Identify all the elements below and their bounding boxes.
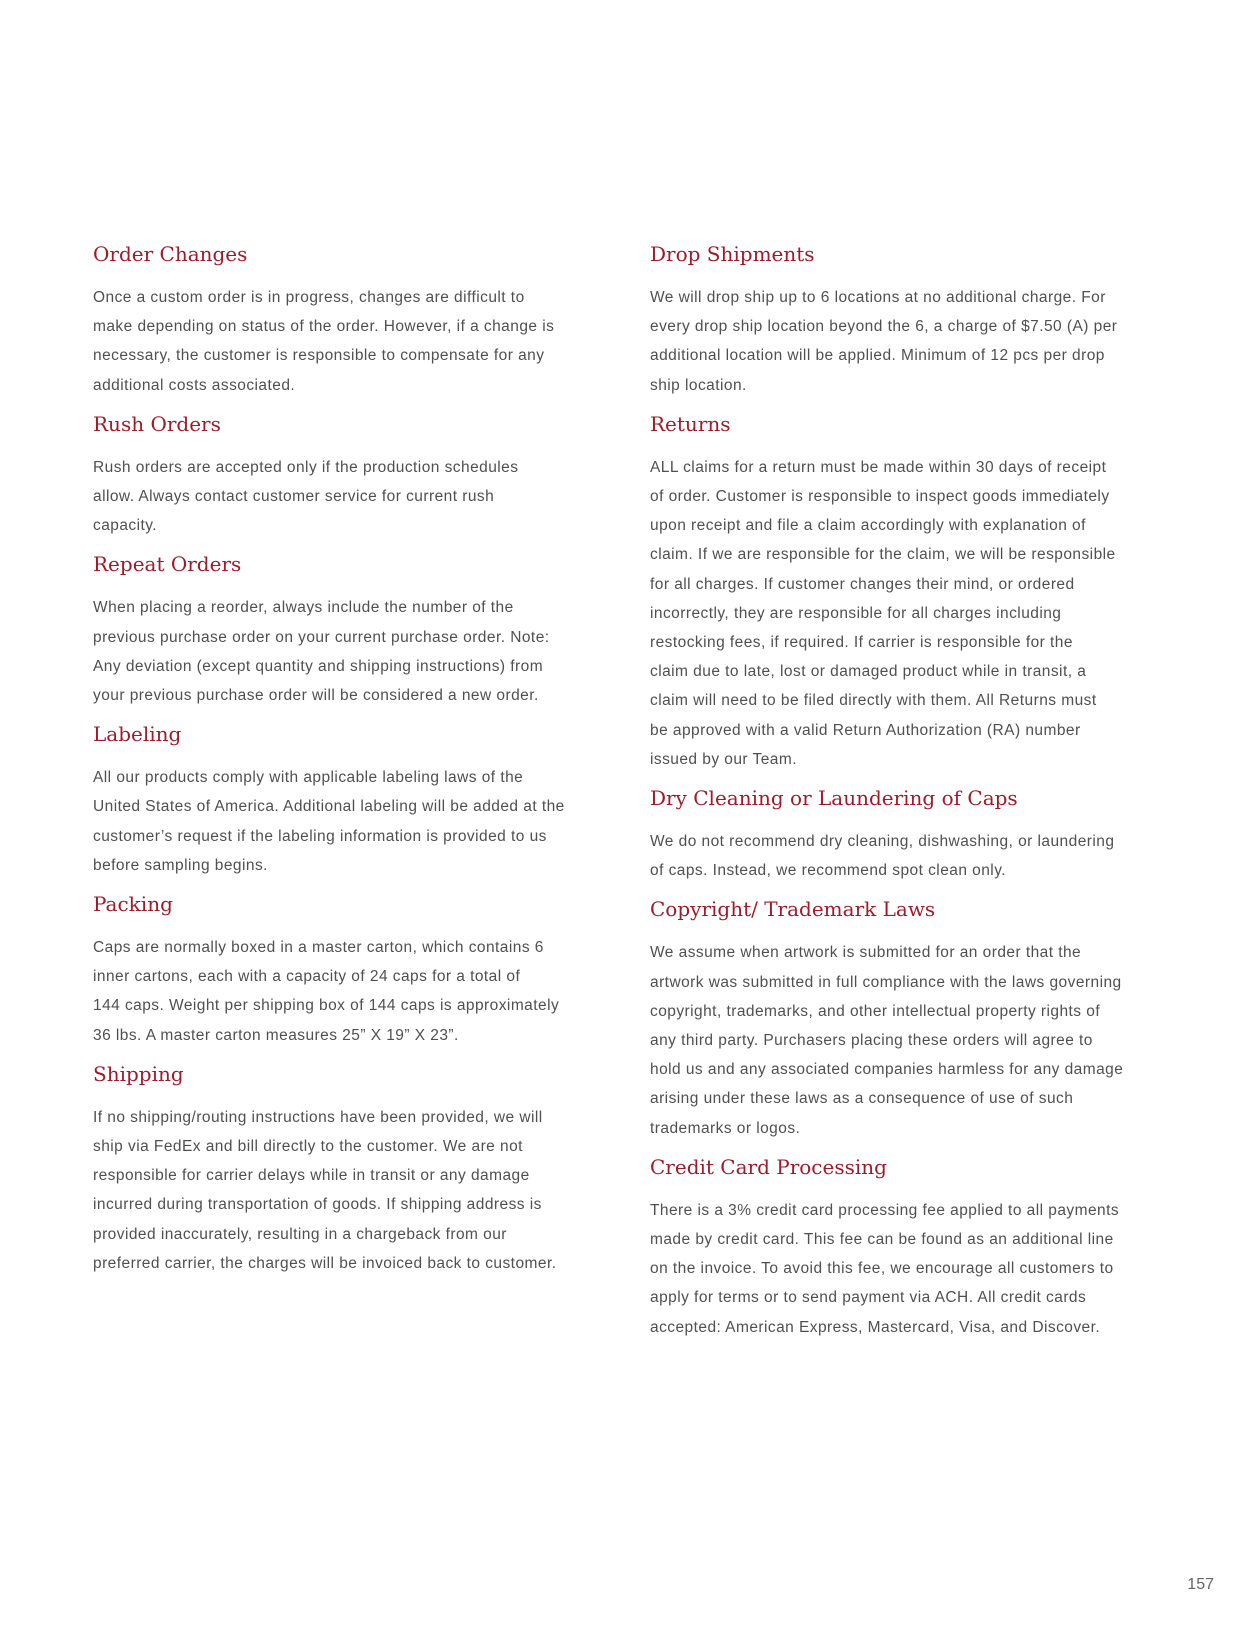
paragraph-line: If no shipping/routing instructions have been provided, we will <box>93 1108 543 1126</box>
section-paragraph <box>93 593 603 710</box>
paragraph-line: Any deviation (except quantity and shipping instructions) from <box>93 657 544 675</box>
paragraph-line: United States of America. Additional labeling will be added at the <box>93 798 565 816</box>
paragraph-line: every drop ship location beyond the 6, a charge of $7.50 (A) per <box>650 318 1118 336</box>
section-heading: Returns <box>650 411 731 436</box>
section-paragraph <box>650 938 1160 1142</box>
section-shipping <box>93 1060 603 1278</box>
paragraph-line: 144 caps. Weight per shipping box of 144 caps is approximately <box>93 997 560 1015</box>
section-heading: Labeling <box>93 722 182 747</box>
section-copyright-trademark-laws <box>650 895 1160 1142</box>
paragraph-line: ALL claims for a return must be made within 30 days of receipt <box>650 458 1107 476</box>
paragraph-line: ship location. <box>650 376 747 394</box>
paragraph-line: ship via FedEx and bill directly to the customer. We are not <box>93 1138 523 1156</box>
paragraph-line: make depending on status of the order. However, if a change is <box>93 318 555 336</box>
paragraph-line: Once a custom order is in progress, changes are difficult to <box>93 289 525 306</box>
paragraph-line: Rush orders are accepted only if the production schedules <box>93 458 519 476</box>
paragraph-line: claim. If we are responsible for the claim, we will be responsible <box>650 546 1116 564</box>
paragraph-line: responsible for carrier delays while in transit or any damage <box>93 1167 530 1185</box>
paragraph-line: When placing a reorder, always include the number of the <box>93 599 514 617</box>
section-heading: Packing <box>93 892 173 917</box>
section-order-changes <box>93 240 603 400</box>
section-heading: Repeat Orders <box>93 552 242 577</box>
paragraph-line: customer’s request if the labeling information is provided to us <box>93 827 547 845</box>
section-paragraph <box>93 1103 603 1278</box>
section-credit-card-processing <box>650 1153 1160 1342</box>
section-heading: Order Changes <box>93 242 248 266</box>
paragraph-line: apply for terms or to send payment via ACH. All credit cards <box>650 1289 1087 1307</box>
section-paragraph <box>650 1196 1160 1342</box>
paragraph-line: be approved with a valid Return Authorization (RA) number <box>650 721 1081 739</box>
paragraph-line: of caps. Instead, we recommend spot clean only. <box>650 862 1007 880</box>
paragraph-line: arising under these laws as a consequence of use of such <box>650 1090 1074 1108</box>
section-paragraph <box>93 283 603 400</box>
paragraph-line: There is a 3% credit card processing fee applied to all payments <box>650 1201 1120 1219</box>
paragraph-line: on the invoice. To avoid this fee, we encourage all customers to <box>650 1260 1114 1278</box>
paragraph-line: allow. Always contact customer service for current rush <box>93 488 495 506</box>
paragraph-line: before sampling begins. <box>93 856 268 874</box>
paragraph-line: upon receipt and file a claim accordingly with explanation of <box>650 517 1086 535</box>
section-paragraph <box>650 453 1160 774</box>
section-heading: Shipping <box>93 1061 184 1086</box>
paragraph-line: accepted: American Express, Mastercard, Visa, and Discover. <box>650 1318 1101 1336</box>
section-returns <box>650 410 1160 774</box>
left-column <box>93 240 603 1288</box>
paragraph-line: hold us and any associated companies harmless for any damage <box>650 1061 1124 1079</box>
right-column <box>650 240 1160 1352</box>
section-drop-shipments <box>650 240 1160 400</box>
paragraph-line: All our products comply with applicable labeling laws of the <box>93 769 524 787</box>
paragraph-line: any third party. Purchasers placing these orders will agree to <box>650 1032 1093 1050</box>
section-paragraph <box>93 933 603 1050</box>
section-paragraph <box>650 283 1160 400</box>
section-heading: Dry Cleaning or Laundering of Caps <box>650 786 1018 811</box>
section-paragraph <box>93 763 603 880</box>
paragraph-line: additional costs associated. <box>93 376 296 394</box>
paragraph-line: issued by our Team. <box>650 750 797 768</box>
paragraph-line: additional location will be applied. Minimum of 12 pcs per drop <box>650 347 1105 365</box>
paragraph-line: incorrectly, they are responsible for all charges including <box>650 604 1062 622</box>
page-number: 157 <box>1187 1576 1214 1593</box>
paragraph-line: inner cartons, each with a capacity of 24 caps for a total of <box>93 968 521 986</box>
paragraph-line: claim due to late, lost or damaged product while in transit, a <box>650 663 1087 681</box>
paragraph-line: for all charges. If customer changes their mind, or ordered <box>650 575 1075 593</box>
paragraph-line: previous purchase order on your current purchase order. Note: <box>93 628 550 646</box>
section-dry-cleaning-or-laundering-of-caps <box>650 784 1160 885</box>
paragraph-line: capacity. <box>93 517 158 535</box>
section-labeling <box>93 720 603 880</box>
paragraph-line: preferred carrier, the charges will be invoiced back to customer. <box>93 1254 557 1272</box>
section-rush-orders <box>93 410 603 541</box>
section-repeat-orders <box>93 550 603 710</box>
paragraph-line: restocking fees, if required. If carrier is responsible for the <box>650 634 1073 652</box>
paragraph-line: necessary, the customer is responsible to compensate for any <box>93 347 545 365</box>
paragraph-line: claim will need to be filed directly with them. All Returns must <box>650 692 1097 710</box>
paragraph-line: We will drop ship up to 6 locations at no additional charge. For <box>650 289 1106 306</box>
paragraph-line: 36 lbs. A master carton measures 25” X 19” X 23”. <box>93 1026 459 1044</box>
paragraph-line: copyright, trademarks, and other intellectual property rights of <box>650 1002 1101 1020</box>
paragraph-line: artwork was submitted in full compliance with the laws governing <box>650 973 1122 991</box>
paragraph-line: provided inaccurately, resulting in a chargeback from our <box>93 1225 507 1243</box>
section-packing <box>93 890 603 1050</box>
paragraph-line: your previous purchase order will be considered a new order. <box>93 687 539 705</box>
section-heading: Copyright/ Trademark Laws <box>650 897 936 922</box>
paragraph-line: trademarks or logos. <box>650 1119 801 1137</box>
paragraph-line: of order. Customer is responsible to inspect goods immediately <box>650 488 1110 506</box>
paragraph-line: We assume when artwork is submitted for an order that the <box>650 944 1082 962</box>
section-paragraph <box>650 827 1160 885</box>
paragraph-line: We do not recommend dry cleaning, dishwashing, or laundering <box>650 833 1115 851</box>
section-heading: Drop Shipments <box>650 242 815 266</box>
paragraph-line: Caps are normally boxed in a master carton, which contains 6 <box>93 939 544 957</box>
paragraph-line: incurred during transportation of goods. If shipping address is <box>93 1196 542 1214</box>
section-heading: Credit Card Processing <box>650 1154 887 1179</box>
section-heading: Rush Orders <box>93 411 221 436</box>
paragraph-line: made by credit card. This fee can be found as an additional line <box>650 1231 1114 1249</box>
section-paragraph <box>93 453 603 541</box>
